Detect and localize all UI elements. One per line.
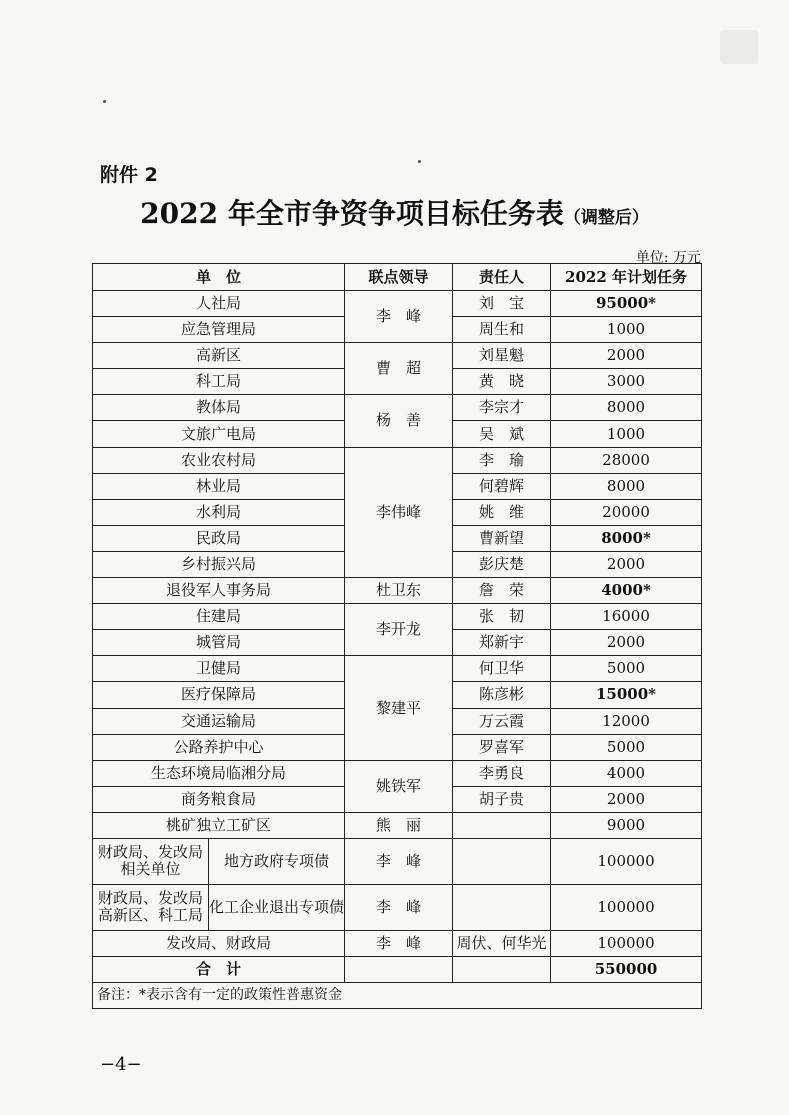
unit-cell: 高新区 <box>93 343 345 369</box>
header-unit: 单 位 <box>93 264 345 291</box>
person-cell: 郑新宇 <box>453 630 551 656</box>
table-note: 备注：*表示含有一定的政策性普惠资金 <box>93 983 702 1009</box>
unit-cell: 住建局 <box>93 604 345 630</box>
person-cell: 陈彦彬 <box>453 682 551 708</box>
unit-cell: 退役军人事务局 <box>93 578 345 604</box>
fund-type-cell: 化工企业退出专项债 <box>209 884 345 930</box>
person-cell: 胡子贵 <box>453 786 551 812</box>
person-cell <box>453 838 551 884</box>
table-row <box>93 395 702 421</box>
table-row <box>93 291 702 317</box>
person-cell: 周伏、何华光 <box>453 930 551 956</box>
unit-cell: 农业农村局 <box>93 447 345 473</box>
person-cell: 黄 晓 <box>453 369 551 395</box>
leader-cell: 杨 善 <box>345 395 453 447</box>
leader-cell: 杜卫东 <box>345 578 453 604</box>
leader-cell: 李 峰 <box>345 884 453 930</box>
unit-cell: 生态环境局临湘分局 <box>93 760 345 786</box>
unit-cell: 民政局 <box>93 525 345 551</box>
table-row <box>93 884 702 930</box>
person-cell: 彭庆楚 <box>453 551 551 577</box>
speck <box>103 100 106 103</box>
task-cell: 2000 <box>551 343 702 369</box>
header-task: 2022 年计划任务 <box>551 264 702 291</box>
person-cell: 何卫华 <box>453 656 551 682</box>
total-value: 550000 <box>551 957 702 983</box>
table-row <box>93 656 702 682</box>
person-cell: 周生和 <box>453 317 551 343</box>
person-cell: 罗喜军 <box>453 734 551 760</box>
title-suffix: （调整后） <box>563 208 649 228</box>
note-row <box>93 983 702 1009</box>
person-cell: 万云霞 <box>453 708 551 734</box>
speck <box>418 160 421 163</box>
task-cell: 5000 <box>551 734 702 760</box>
person-cell <box>453 812 551 838</box>
task-cell: 100000 <box>551 884 702 930</box>
page-number: −4− <box>100 1054 142 1075</box>
table-row <box>93 604 702 630</box>
task-cell: 95000* <box>551 291 702 317</box>
unit-cell: 文旅广电局 <box>93 421 345 447</box>
person-cell: 曹新望 <box>453 525 551 551</box>
table-row <box>93 578 702 604</box>
margin-mark <box>720 30 758 64</box>
total-row <box>93 957 702 983</box>
fund-type-cell: 地方政府专项债 <box>209 838 345 884</box>
unit-cell: 水利局 <box>93 499 345 525</box>
total-person-cell <box>453 957 551 983</box>
table-row <box>93 812 702 838</box>
person-cell: 李宗才 <box>453 395 551 421</box>
task-cell: 8000 <box>551 473 702 499</box>
leader-cell: 李开龙 <box>345 604 453 656</box>
table-row <box>93 930 702 956</box>
person-cell: 何碧辉 <box>453 473 551 499</box>
person-cell: 姚 维 <box>453 499 551 525</box>
task-cell: 28000 <box>551 447 702 473</box>
unit-cell: 医疗保障局 <box>93 682 345 708</box>
unit-cell: 教体局 <box>93 395 345 421</box>
task-cell: 1000 <box>551 421 702 447</box>
unit-cell: 桃矿独立工矿区 <box>93 812 345 838</box>
leader-cell: 姚铁军 <box>345 760 453 812</box>
person-cell: 詹 荣 <box>453 578 551 604</box>
task-cell: 1000 <box>551 317 702 343</box>
task-cell: 2000 <box>551 786 702 812</box>
unit-cell: 公路养护中心 <box>93 734 345 760</box>
task-cell: 2000 <box>551 551 702 577</box>
total-leader-cell <box>345 957 453 983</box>
document-title <box>0 192 789 232</box>
task-cell: 4000* <box>551 578 702 604</box>
task-cell: 100000 <box>551 838 702 884</box>
table-row <box>93 343 702 369</box>
person-cell: 李勇良 <box>453 760 551 786</box>
task-cell: 8000* <box>551 525 702 551</box>
header-person: 责任人 <box>453 264 551 291</box>
task-cell: 100000 <box>551 930 702 956</box>
task-cell: 5000 <box>551 656 702 682</box>
person-cell <box>453 884 551 930</box>
table-header-row <box>93 264 702 291</box>
person-cell: 刘星魁 <box>453 343 551 369</box>
header-leader: 联点领导 <box>345 264 453 291</box>
title-main: 2022 年全市争资争项目标任务表 <box>140 197 564 230</box>
unit-group-cell: 财政局、发改局相关单位 <box>93 838 209 884</box>
task-cell: 16000 <box>551 604 702 630</box>
leader-cell: 李伟峰 <box>345 447 453 577</box>
unit-cell: 发改局、财政局 <box>93 930 345 956</box>
task-cell: 2000 <box>551 630 702 656</box>
unit-group-cell: 财政局、发改局高新区、科工局 <box>93 884 209 930</box>
person-cell: 李 瑜 <box>453 447 551 473</box>
task-cell: 3000 <box>551 369 702 395</box>
person-cell: 吴 斌 <box>453 421 551 447</box>
unit-cell: 科工局 <box>93 369 345 395</box>
table-row <box>93 838 702 884</box>
annex-label: 附件 2 <box>100 164 158 186</box>
unit-cell: 乡村振兴局 <box>93 551 345 577</box>
leader-cell: 熊 丽 <box>345 812 453 838</box>
leader-cell: 曹 超 <box>345 343 453 395</box>
task-cell: 9000 <box>551 812 702 838</box>
task-table <box>92 263 702 1009</box>
task-cell: 4000 <box>551 760 702 786</box>
unit-cell: 商务粮食局 <box>93 786 345 812</box>
person-cell: 张 韧 <box>453 604 551 630</box>
leader-cell: 李 峰 <box>345 930 453 956</box>
task-cell: 15000* <box>551 682 702 708</box>
leader-cell: 李 峰 <box>345 838 453 884</box>
unit-cell: 卫健局 <box>93 656 345 682</box>
leader-cell: 李 峰 <box>345 291 453 343</box>
person-cell: 刘 宝 <box>453 291 551 317</box>
unit-cell: 人社局 <box>93 291 345 317</box>
unit-cell: 应急管理局 <box>93 317 345 343</box>
unit-cell: 城管局 <box>93 630 345 656</box>
leader-cell: 黎建平 <box>345 656 453 760</box>
task-cell: 8000 <box>551 395 702 421</box>
unit-cell: 林业局 <box>93 473 345 499</box>
table-row <box>93 447 702 473</box>
total-label: 合 计 <box>93 957 345 983</box>
task-cell: 20000 <box>551 499 702 525</box>
unit-cell: 交通运输局 <box>93 708 345 734</box>
unit-note: 单位: 万元 <box>635 250 701 266</box>
task-cell: 12000 <box>551 708 702 734</box>
table-row <box>93 760 702 786</box>
